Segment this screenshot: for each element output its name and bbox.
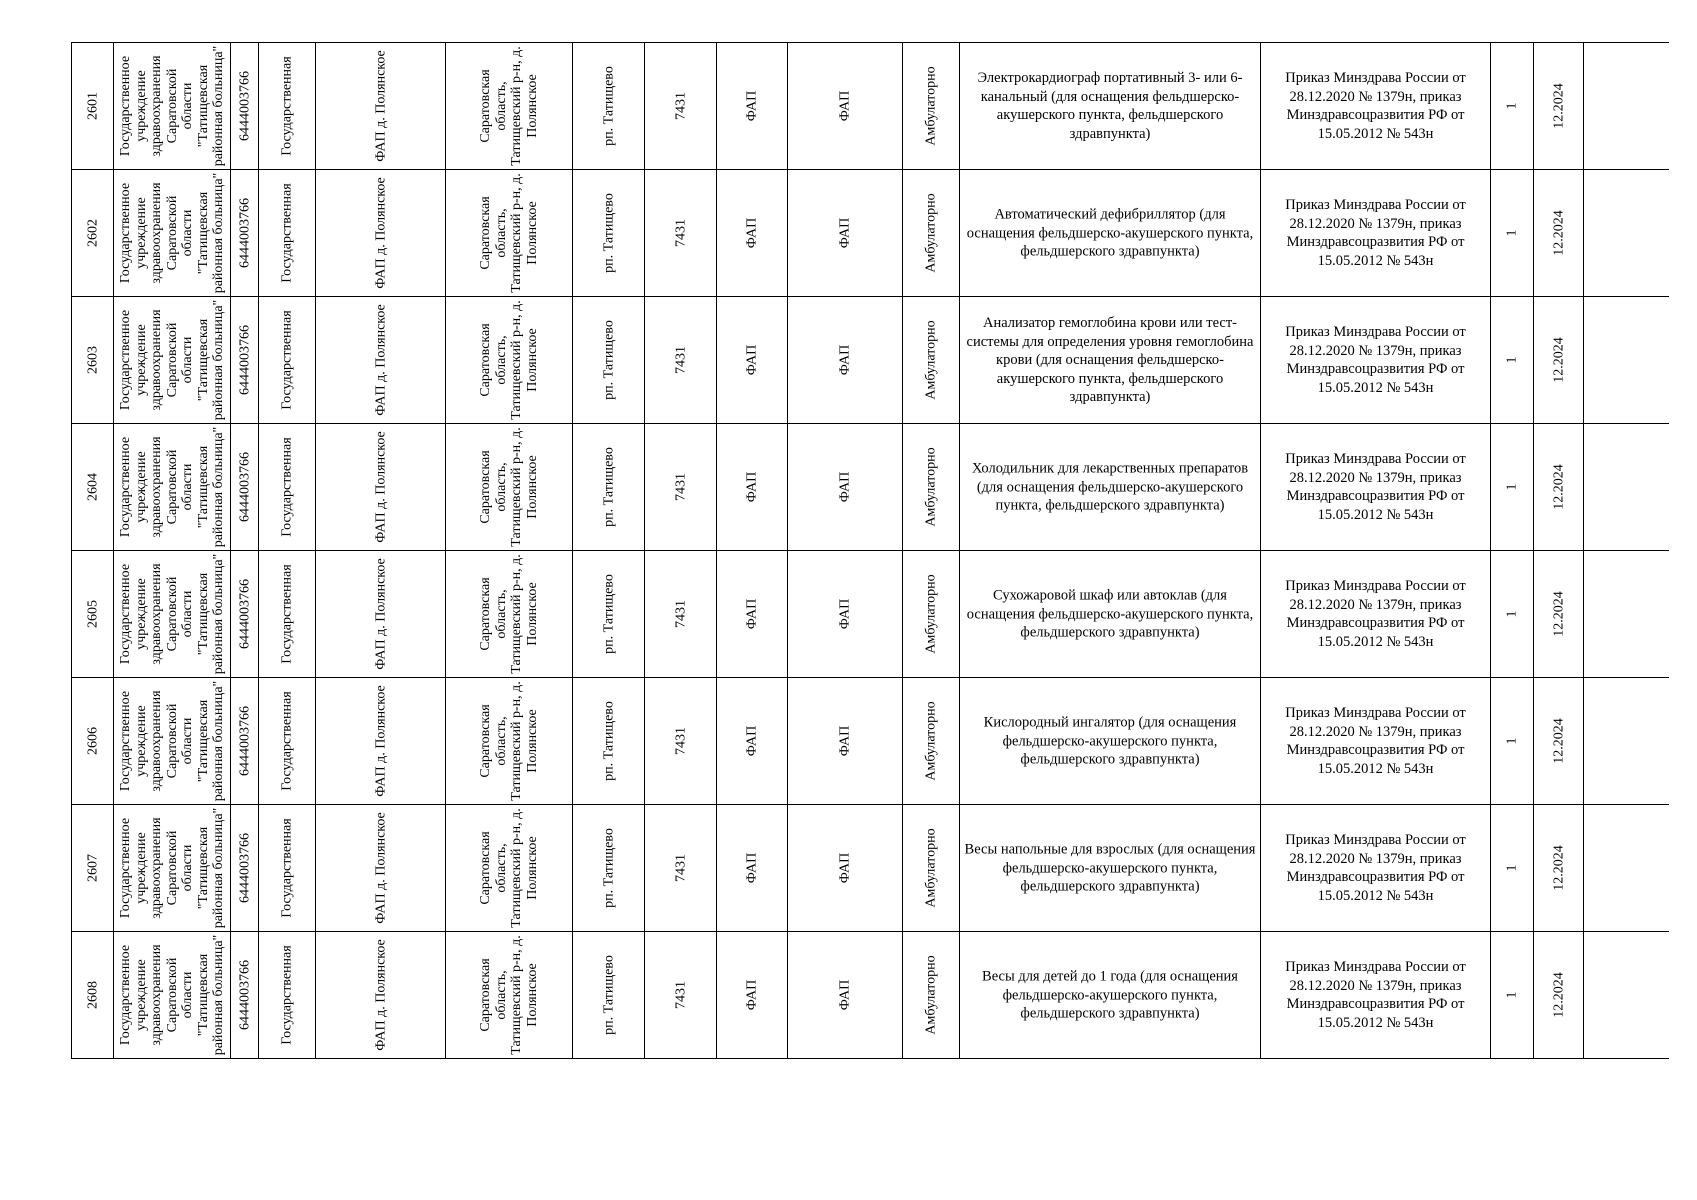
- care-form-cell: [903, 932, 960, 1058]
- type-secondary-text: ФАП: [837, 344, 853, 376]
- quantity-text: 1: [1504, 737, 1520, 745]
- municipality-text: рп. Татищево: [600, 828, 616, 908]
- inn-text: 6444003766: [236, 198, 252, 268]
- legal-basis-text: Приказ Минздрава России от 28.12.2020 № 1379н, приказ Минздравсоцразвития РФ от 15.05.2012 № 543н: [1285, 70, 1466, 142]
- institution-cell: [114, 551, 231, 677]
- institution-text: Государственное учреждение здравоохранения Саратовской области "Татищевская районная больница": [117, 553, 226, 675]
- municipality-text: рп. Татищево: [600, 955, 616, 1035]
- type-cell: [717, 551, 788, 677]
- institution-text: Государственное учреждение здравоохранения Саратовской области "Татищевская районная больница": [117, 299, 226, 421]
- type-secondary-cell: [788, 43, 903, 169]
- inn-cell: [231, 805, 259, 931]
- deadline-text: 12.2024: [1550, 972, 1566, 1018]
- address-text: Саратовская область, Татищевский р-н, д. Полянское: [478, 808, 540, 928]
- quantity-cell: [1491, 932, 1534, 1058]
- type-cell: [717, 297, 788, 423]
- ownership-cell: [259, 170, 316, 296]
- document-table: [71, 42, 1669, 1059]
- row-number-cell: [72, 297, 114, 423]
- facility-text: ФАП д. Полянское: [372, 939, 388, 1051]
- ownership-cell: [259, 805, 316, 931]
- equipment-text: Сухожаровой шкаф или автоклав (для оснащения фельдшерско-акушерского пункта, фельдшерского здравпункта): [966, 587, 1254, 641]
- legal-basis-text: Приказ Минздрава России от 28.12.2020 № 1379н, приказ Минздравсоцразвития РФ от 15.05.2012 № 543н: [1285, 578, 1466, 650]
- ownership-cell: [259, 424, 316, 550]
- row-number-text: 2602: [84, 219, 100, 247]
- quantity-text: 1: [1504, 610, 1520, 618]
- facility-cell: [316, 424, 446, 550]
- row-number-cell: [72, 170, 114, 296]
- facility-text: ФАП д. Полянское: [372, 431, 388, 543]
- quantity-cell: [1491, 678, 1534, 804]
- ownership-cell: [259, 297, 316, 423]
- quantity-cell: [1491, 551, 1534, 677]
- ownership-text: Государственная: [279, 691, 295, 791]
- type-text: ФАП: [744, 852, 760, 884]
- code-cell: [645, 424, 717, 550]
- municipality-cell: [573, 43, 645, 169]
- address-cell: [446, 43, 573, 169]
- facility-text: ФАП д. Полянское: [372, 50, 388, 162]
- institution-cell: [114, 932, 231, 1058]
- table-row: [72, 43, 1669, 170]
- institution-text: Государственное учреждение здравоохранения Саратовской области "Татищевская районная больница": [117, 934, 226, 1056]
- deadline-cell: [1534, 805, 1584, 931]
- table-row: [72, 170, 1669, 297]
- ownership-text: Государственная: [279, 564, 295, 664]
- ownership-cell: [259, 43, 316, 169]
- table-row: [72, 551, 1669, 678]
- quantity-cell: [1491, 805, 1534, 931]
- legal-basis-text: Приказ Минздрава России от 28.12.2020 № 1379н, приказ Минздравсоцразвития РФ от 15.05.2012 № 543н: [1285, 832, 1466, 904]
- deadline-text: 12.2024: [1550, 83, 1566, 129]
- type-text: ФАП: [744, 979, 760, 1011]
- care-form-text: Амбулаторно: [923, 574, 939, 654]
- inn-cell: [231, 678, 259, 804]
- address-cell: [446, 678, 573, 804]
- institution-cell: [114, 297, 231, 423]
- care-form-text: Амбулаторно: [923, 701, 939, 781]
- legal-basis-cell: [1261, 678, 1491, 804]
- deadline-cell: [1534, 678, 1584, 804]
- institution-text: Государственное учреждение здравоохранения Саратовской области "Татищевская районная больница": [117, 172, 226, 294]
- quantity-cell: [1491, 297, 1534, 423]
- quantity-cell: [1491, 424, 1534, 550]
- legal-basis-cell: [1261, 805, 1491, 931]
- care-form-cell: [903, 170, 960, 296]
- quantity-cell: [1491, 170, 1534, 296]
- care-form-text: Амбулаторно: [923, 320, 939, 400]
- code-text: 7431: [672, 600, 688, 628]
- quantity-text: 1: [1504, 356, 1520, 364]
- legal-basis-cell: [1261, 297, 1491, 423]
- care-form-cell: [903, 678, 960, 804]
- ownership-text: Государственная: [279, 437, 295, 537]
- row-number-cell: [72, 805, 114, 931]
- facility-cell: [316, 551, 446, 677]
- ownership-cell: [259, 932, 316, 1058]
- deadline-cell: [1534, 551, 1584, 677]
- code-text: 7431: [672, 854, 688, 882]
- code-cell: [645, 805, 717, 931]
- care-form-cell: [903, 424, 960, 550]
- municipality-text: рп. Татищево: [600, 701, 616, 781]
- ownership-text: Государственная: [279, 818, 295, 918]
- deadline-text: 12.2024: [1550, 845, 1566, 891]
- quantity-text: 1: [1504, 102, 1520, 110]
- legal-basis-text: Приказ Минздрава России от 28.12.2020 № 1379н, приказ Минздравсоцразвития РФ от 15.05.2012 № 543н: [1285, 705, 1466, 777]
- type-cell: [717, 805, 788, 931]
- type-cell: [717, 424, 788, 550]
- inn-cell: [231, 297, 259, 423]
- code-cell: [645, 932, 717, 1058]
- care-form-cell: [903, 805, 960, 931]
- code-text: 7431: [672, 727, 688, 755]
- inn-cell: [231, 424, 259, 550]
- care-form-cell: [903, 43, 960, 169]
- equipment-cell: [960, 805, 1261, 931]
- row-number-text: 2607: [84, 854, 100, 882]
- institution-text: Государственное учреждение здравоохранения Саратовской области "Татищевская районная больница": [117, 45, 226, 167]
- type-text: ФАП: [744, 344, 760, 376]
- type-secondary-cell: [788, 424, 903, 550]
- facility-text: ФАП д. Полянское: [372, 177, 388, 289]
- care-form-text: Амбулаторно: [923, 193, 939, 273]
- facility-text: ФАП д. Полянское: [372, 685, 388, 797]
- code-text: 7431: [672, 92, 688, 120]
- equipment-text: Анализатор гемоглобина крови или тест-системы для определения уровня гемоглобина крови (для оснащения фельдшерско-акушерского пункта, фельдшерского здравпункта): [966, 314, 1254, 405]
- municipality-cell: [573, 551, 645, 677]
- facility-cell: [316, 297, 446, 423]
- type-secondary-text: ФАП: [837, 90, 853, 122]
- inn-cell: [231, 551, 259, 677]
- inn-text: 6444003766: [236, 579, 252, 649]
- facility-cell: [316, 43, 446, 169]
- quantity-text: 1: [1504, 229, 1520, 237]
- municipality-text: рп. Татищево: [600, 320, 616, 400]
- care-form-text: Амбулаторно: [923, 447, 939, 527]
- equipment-text: Электрокардиограф портативный 3- или 6-канальный (для оснащения фельдшерско-акушерского пункта, фельдшерского здравпункта): [977, 70, 1243, 142]
- inn-cell: [231, 43, 259, 169]
- care-form-cell: [903, 551, 960, 677]
- institution-cell: [114, 805, 231, 931]
- deadline-text: 12.2024: [1550, 210, 1566, 256]
- care-form-text: Амбулаторно: [923, 828, 939, 908]
- table-row: [72, 678, 1669, 805]
- quantity-text: 1: [1504, 483, 1520, 491]
- address-cell: [446, 170, 573, 296]
- row-number-text: 2601: [84, 92, 100, 120]
- address-text: Саратовская область, Татищевский р-н, д. Полянское: [478, 300, 540, 420]
- inn-text: 6444003766: [236, 706, 252, 776]
- municipality-cell: [573, 297, 645, 423]
- inn-text: 6444003766: [236, 71, 252, 141]
- deadline-text: 12.2024: [1550, 337, 1566, 383]
- legal-basis-text: Приказ Минздрава России от 28.12.2020 № 1379н, приказ Минздравсоцразвития РФ от 15.05.2012 № 543н: [1285, 324, 1466, 396]
- care-form-text: Амбулаторно: [923, 955, 939, 1035]
- row-number-cell: [72, 551, 114, 677]
- equipment-text: Кислородный ингалятор (для оснащения фельдшерско-акушерского пункта, фельдшерского здравпункта): [983, 714, 1237, 768]
- deadline-cell: [1534, 932, 1584, 1058]
- legal-basis-cell: [1261, 551, 1491, 677]
- type-secondary-text: ФАП: [837, 852, 853, 884]
- municipality-cell: [573, 424, 645, 550]
- equipment-cell: [960, 678, 1261, 804]
- code-text: 7431: [672, 981, 688, 1009]
- type-text: ФАП: [744, 725, 760, 757]
- equipment-cell: [960, 43, 1261, 169]
- address-cell: [446, 424, 573, 550]
- code-text: 7431: [672, 219, 688, 247]
- legal-basis-cell: [1261, 170, 1491, 296]
- facility-text: ФАП д. Полянское: [372, 812, 388, 924]
- equipment-cell: [960, 297, 1261, 423]
- type-text: ФАП: [744, 217, 760, 249]
- type-cell: [717, 678, 788, 804]
- inn-cell: [231, 170, 259, 296]
- ownership-text: Государственная: [279, 56, 295, 156]
- address-text: Саратовская область, Татищевский р-н, д. Полянское: [478, 427, 540, 547]
- legal-basis-cell: [1261, 43, 1491, 169]
- equipment-cell: [960, 551, 1261, 677]
- legal-basis-text: Приказ Минздрава России от 28.12.2020 № 1379н, приказ Минздравсоцразвития РФ от 15.05.2012 № 543н: [1285, 959, 1466, 1031]
- type-secondary-text: ФАП: [837, 979, 853, 1011]
- ownership-text: Государственная: [279, 310, 295, 410]
- type-secondary-text: ФАП: [837, 471, 853, 503]
- legal-basis-text: Приказ Минздрава России от 28.12.2020 № 1379н, приказ Минздравсоцразвития РФ от 15.05.2012 № 543н: [1285, 451, 1466, 523]
- municipality-text: рп. Татищево: [600, 193, 616, 273]
- quantity-cell: [1491, 43, 1534, 169]
- code-text: 7431: [672, 473, 688, 501]
- institution-cell: [114, 424, 231, 550]
- facility-cell: [316, 932, 446, 1058]
- row-number-text: 2605: [84, 600, 100, 628]
- type-cell: [717, 932, 788, 1058]
- type-secondary-cell: [788, 551, 903, 677]
- inn-text: 6444003766: [236, 960, 252, 1030]
- row-number-text: 2604: [84, 473, 100, 501]
- address-text: Саратовская область, Татищевский р-н, д. Полянское: [478, 681, 540, 801]
- care-form-cell: [903, 297, 960, 423]
- institution-cell: [114, 678, 231, 804]
- type-secondary-text: ФАП: [837, 598, 853, 630]
- deadline-text: 12.2024: [1550, 718, 1566, 764]
- inn-text: 6444003766: [236, 833, 252, 903]
- equipment-cell: [960, 170, 1261, 296]
- legal-basis-text: Приказ Минздрава России от 28.12.2020 № 1379н, приказ Минздравсоцразвития РФ от 15.05.2012 № 543н: [1285, 197, 1466, 269]
- ownership-cell: [259, 551, 316, 677]
- row-number-text: 2606: [84, 727, 100, 755]
- ownership-text: Государственная: [279, 183, 295, 283]
- inn-text: 6444003766: [236, 452, 252, 522]
- code-cell: [645, 551, 717, 677]
- equipment-text: Автоматический дефибриллятор (для оснащения фельдшерско-акушерского пункта, фельдшерского здравпункта): [966, 206, 1254, 260]
- code-cell: [645, 678, 717, 804]
- institution-cell: [114, 170, 231, 296]
- row-number-cell: [72, 932, 114, 1058]
- table-row: [72, 424, 1669, 551]
- address-text: Саратовская область, Татищевский р-н, д. Полянское: [478, 173, 540, 293]
- facility-cell: [316, 170, 446, 296]
- municipality-text: рп. Татищево: [600, 447, 616, 527]
- deadline-cell: [1534, 297, 1584, 423]
- municipality-cell: [573, 678, 645, 804]
- deadline-cell: [1534, 170, 1584, 296]
- deadline-text: 12.2024: [1550, 464, 1566, 510]
- address-text: Саратовская область, Татищевский р-н, д. Полянское: [478, 554, 540, 674]
- equipment-cell: [960, 424, 1261, 550]
- facility-text: ФАП д. Полянское: [372, 304, 388, 416]
- row-number-text: 2608: [84, 981, 100, 1009]
- type-cell: [717, 170, 788, 296]
- type-secondary-cell: [788, 932, 903, 1058]
- address-cell: [446, 932, 573, 1058]
- address-text: Саратовская область, Татищевский р-н, д. Полянское: [478, 46, 540, 166]
- equipment-text: Холодильник для лекарственных препаратов (для оснащения фельдшерско-акушерского пункта, фельдшерского здравпункта): [971, 460, 1249, 514]
- ownership-cell: [259, 678, 316, 804]
- municipality-cell: [573, 805, 645, 931]
- row-number-cell: [72, 43, 114, 169]
- address-cell: [446, 297, 573, 423]
- table-row: [72, 297, 1669, 424]
- ownership-text: Государственная: [279, 945, 295, 1045]
- municipality-cell: [573, 170, 645, 296]
- table-row: [72, 805, 1669, 932]
- code-cell: [645, 43, 717, 169]
- type-secondary-text: ФАП: [837, 725, 853, 757]
- deadline-text: 12.2024: [1550, 591, 1566, 637]
- row-number-text: 2603: [84, 346, 100, 374]
- facility-cell: [316, 678, 446, 804]
- facility-cell: [316, 805, 446, 931]
- type-text: ФАП: [744, 90, 760, 122]
- equipment-text: Весы напольные для взрослых (для оснащения фельдшерско-акушерского пункта, фельдшерского здравпункта): [964, 841, 1256, 895]
- municipality-text: рп. Татищево: [600, 66, 616, 146]
- facility-text: ФАП д. Полянское: [372, 558, 388, 670]
- legal-basis-cell: [1261, 932, 1491, 1058]
- legal-basis-cell: [1261, 424, 1491, 550]
- deadline-cell: [1534, 43, 1584, 169]
- row-number-cell: [72, 424, 114, 550]
- care-form-text: Амбулаторно: [923, 66, 939, 146]
- inn-text: 6444003766: [236, 325, 252, 395]
- institution-text: Государственное учреждение здравоохранения Саратовской области "Татищевская районная больница": [117, 680, 226, 802]
- type-cell: [717, 43, 788, 169]
- institution-cell: [114, 43, 231, 169]
- address-cell: [446, 551, 573, 677]
- code-cell: [645, 297, 717, 423]
- inn-cell: [231, 932, 259, 1058]
- address-cell: [446, 805, 573, 931]
- type-text: ФАП: [744, 471, 760, 503]
- equipment-text: Весы для детей до 1 года (для оснащения фельдшерско-акушерского пункта, фельдшерского здравпункта): [982, 968, 1238, 1022]
- type-text: ФАП: [744, 598, 760, 630]
- code-cell: [645, 170, 717, 296]
- type-secondary-cell: [788, 297, 903, 423]
- type-secondary-text: ФАП: [837, 217, 853, 249]
- quantity-text: 1: [1504, 991, 1520, 999]
- institution-text: Государственное учреждение здравоохранения Саратовской области "Татищевская районная больница": [117, 426, 226, 548]
- municipality-cell: [573, 932, 645, 1058]
- deadline-cell: [1534, 424, 1584, 550]
- table-row: [72, 932, 1669, 1059]
- institution-text: Государственное учреждение здравоохранения Саратовской области "Татищевская районная больница": [117, 807, 226, 929]
- address-text: Саратовская область, Татищевский р-н, д. Полянское: [478, 935, 540, 1055]
- type-secondary-cell: [788, 805, 903, 931]
- quantity-text: 1: [1504, 864, 1520, 872]
- type-secondary-cell: [788, 170, 903, 296]
- row-number-cell: [72, 678, 114, 804]
- type-secondary-cell: [788, 678, 903, 804]
- equipment-cell: [960, 932, 1261, 1058]
- code-text: 7431: [672, 346, 688, 374]
- municipality-text: рп. Татищево: [600, 574, 616, 654]
